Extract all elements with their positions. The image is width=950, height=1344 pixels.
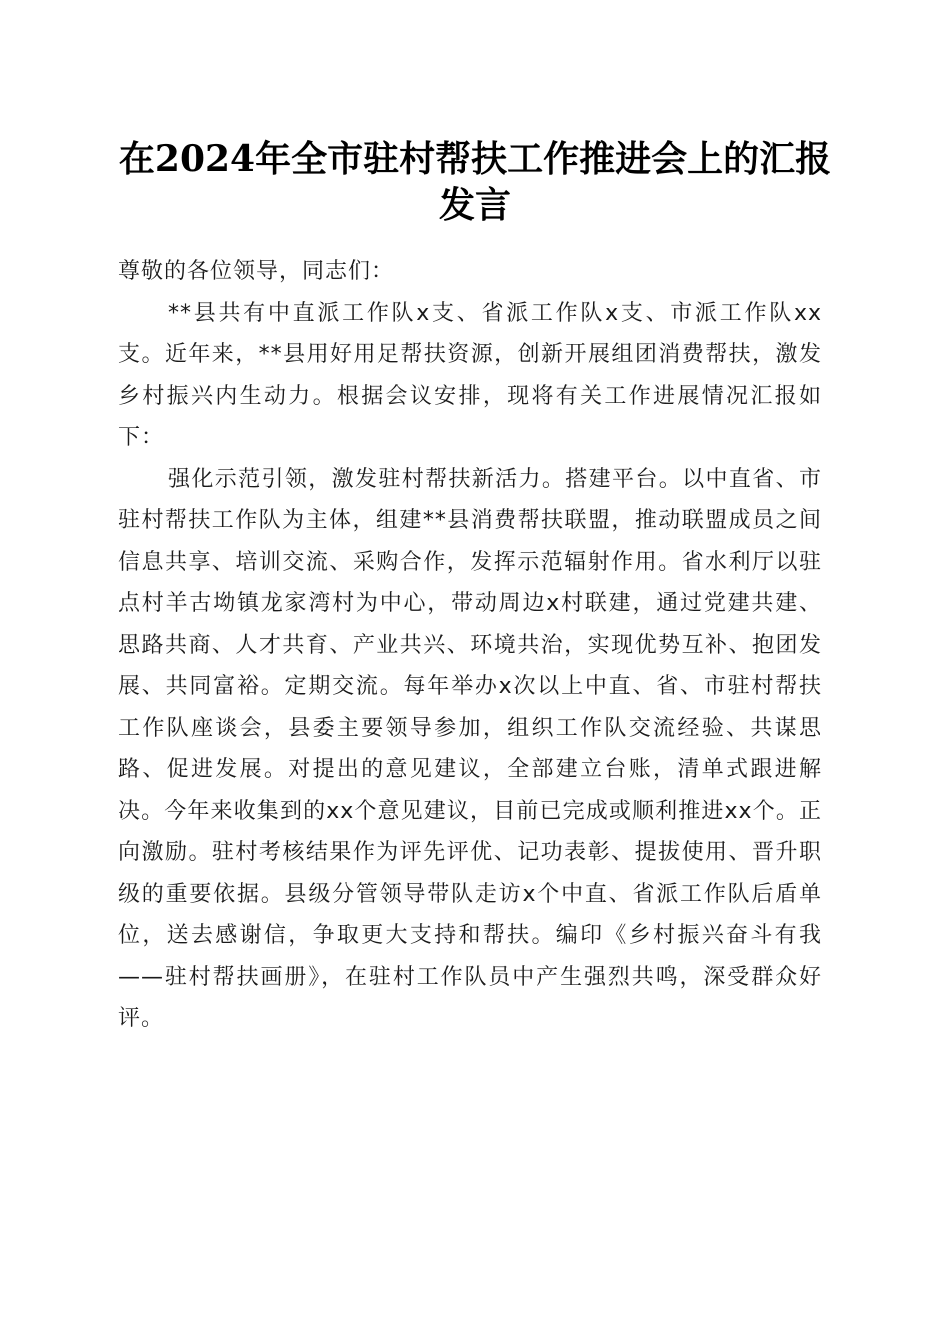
document-title: 在2024年全市驻村帮扶工作推进会上的汇报发言 [118, 138, 832, 226]
document-body [118, 251, 822, 1040]
paragraph-demonstration: 强化示范引领，激发驻村帮扶新活力。搭建平台。以中直省、市驻村帮扶工作队为主体，组建**县消费帮扶联盟，推动联盟成员之间信息共享、培训交流、采购合作，发挥示范辐射作用。省水利厅以驻点村羊古坳镇龙家湾村为中心，带动周边x村联建，通过党建共建、思路共商、人才共育、产业共兴、环境共治，实现优势互补、抱团发展、共同富裕。定期交流。每年举办x次以上中直、省、市驻村帮扶工作队座谈会，县委主要领导参加，组织工作队交流经验、共谋思路、促进发展。对提出的意见建议，全部建立台账，清单式跟进解决。今年来收集到的xx个意见建议，目前已完成或顺利推进xx个。正向激励。驻村考核结果作为评先评优、记功表彰、提拔使用、晋升职级的重要依据。县级分管领导带队走访x个中直、省派工作队后盾单位，送去感谢信，争取更大支持和帮扶。编印《乡村振兴奋斗有我——驻村帮扶画册》，在驻村工作队员中产生强烈共鸣，深受群众好评。 [118, 466, 822, 1031]
paragraph-intro: **县共有中直派工作队x支、省派工作队x支、市派工作队xx支。近年来，**县用好用足帮扶资源，创新开展组团消费帮扶，激发乡村振兴内生动力。根据会议安排，现将有关工作进展情况汇报如下： [118, 300, 822, 450]
salutation: 尊敬的各位领导，同志们： [118, 259, 395, 284]
